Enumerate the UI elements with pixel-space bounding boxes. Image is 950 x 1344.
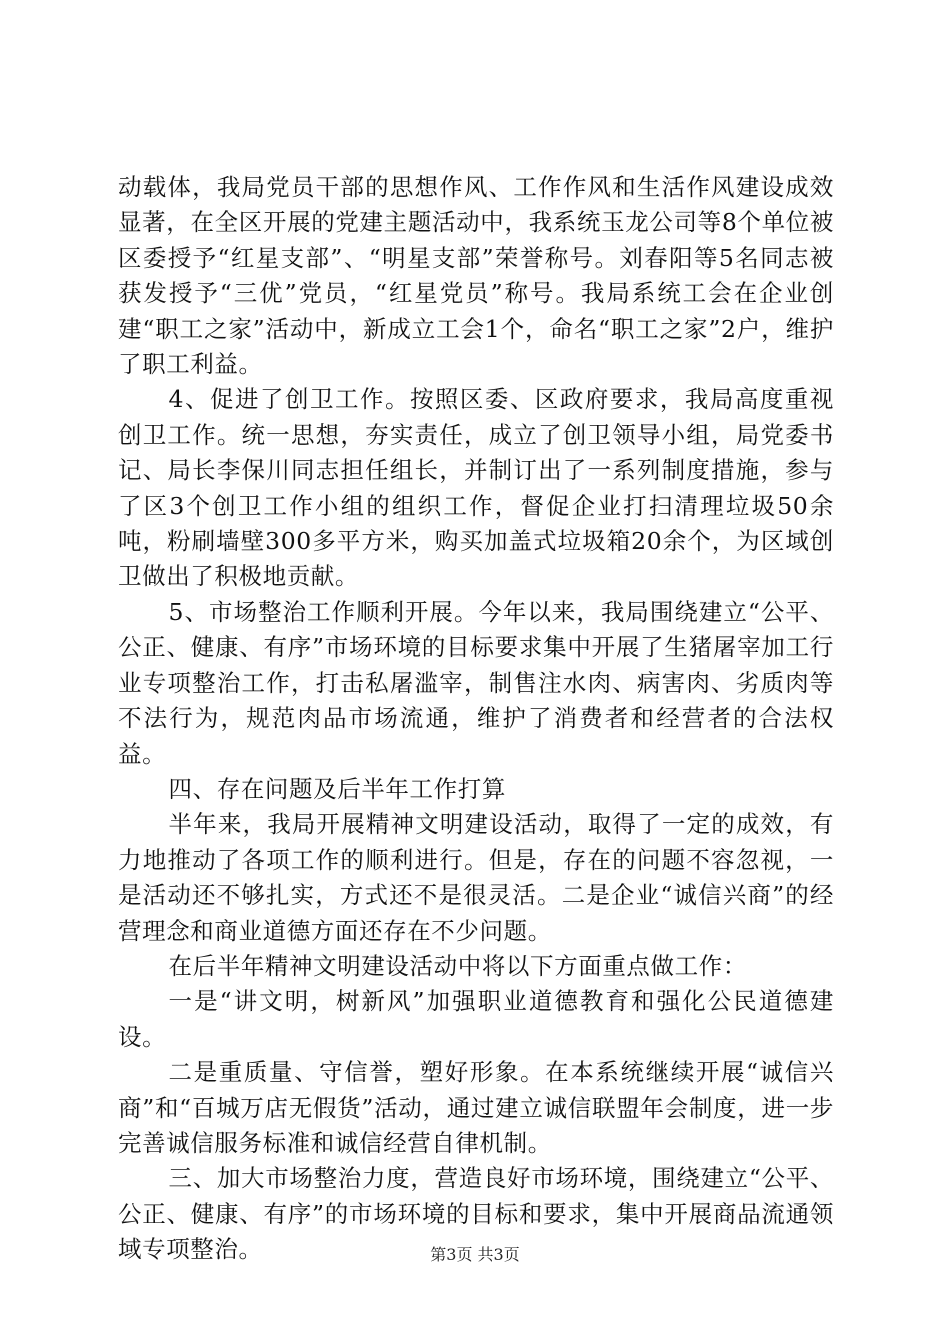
paragraph-market-rectification: 5、市场整治工作顺利开展。今年以来，我局围绕建立“公平、公正、健康、有序”市场环境的目标要求集中开展了生猪屠宰加工行业专项整治工作，打击私屠滥宰，制售注水肉、病害肉、劣质肉等不法行为，规范肉品市场流通，维护了消费者和经营者的合法权益。 [118, 597, 834, 768]
section-heading-problems: 四、存在问题及后半年工作打算 [168, 774, 506, 803]
paragraph-plan-intro: 在后半年精神文明建设活动中将以下方面重点做工作： [168, 951, 747, 980]
paragraph-sanitation: 4、促进了创卫工作。按照区委、区政府要求，我局高度重视创卫工作。统一思想，夯实责任，成立了创卫领导小组，局党委书记、局长李保川同志担任组长，并制订出了一系列制度措施，参与了区3个创卫工作小组的组织工作，督促企业打扫清理垃圾50余吨，粉刷墙壁300多平方米，购买加盖式垃圾箱20余个，为区域创卫做出了积极地贡献。 [118, 385, 834, 591]
paragraph-continuation: 动载体，我局党员干部的思想作风、工作作风和生活作风建设成效显著，在全区开展的党建主题活动中，我系统玉龙公司等8个单位被区委授予“红星支部”、“明星支部”荣誉称号。刘春阳等5名同志被获发授予“三优”党员，“红星党员”称号。我局系统工会在企业创建“职工之家”活动中，新成立工会1个，命名“职工之家”2户，维护了职工利益。 [118, 173, 834, 379]
page-footer: 第3页 共3页 [430, 1245, 520, 1264]
document-body [118, 170, 834, 1268]
paragraph-plan-three: 三、加大市场整治力度，营造良好市场环境，围绕建立“公平、公正、健康、有序”的市场环境的目标和要求，集中开展商品流通领域专项整治。 [118, 1164, 834, 1264]
paragraph-half-year-review: 半年来，我局开展精神文明建设活动，取得了一定的成效，有力地推动了各项工作的顺利进行。但是，存在的问题不容忽视，一是活动还不够扎实，方式还不是很灵活。二是企业“诚信兴商”的经营理念和商业道德方面还存在不少问题。 [118, 810, 834, 945]
paragraph-plan-one: 一是“讲文明，树新风”加强职业道德教育和强化公民道德建设。 [118, 987, 834, 1051]
paragraph-plan-two: 二是重质量、守信誉，塑好形象。在本系统继续开展“诚信兴商”和“百城万店无假货”活动，通过建立诚信联盟年会制度，进一步完善诚信服务标准和诚信经营自律机制。 [118, 1058, 834, 1157]
